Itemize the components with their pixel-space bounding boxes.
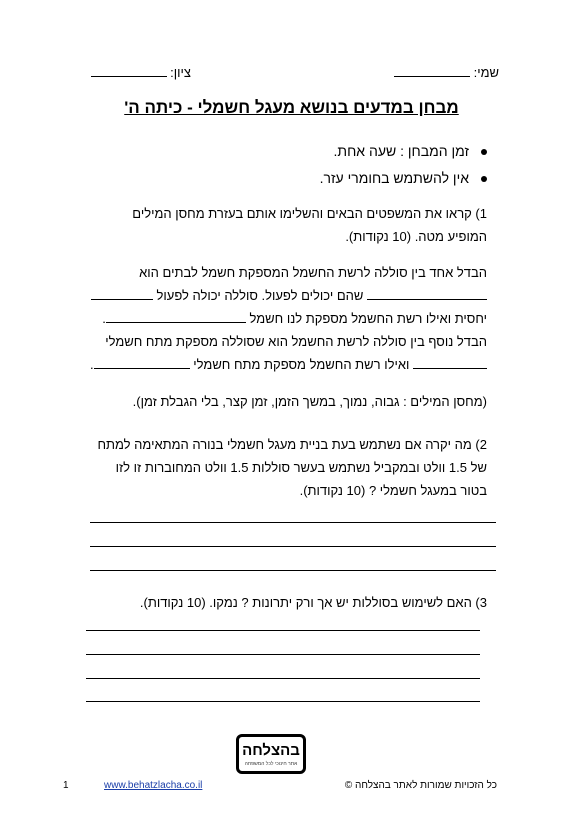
grade-label: ציון: bbox=[170, 65, 191, 80]
behatzlacha-logo: בהצלחה אתר חינוכי לכל המשפחה bbox=[236, 734, 306, 774]
name-input-line[interactable] bbox=[394, 64, 470, 77]
passage-line: יחסית ואילו רשת החשמל מספקת לנו חשמל . bbox=[87, 307, 487, 330]
answer-line[interactable] bbox=[90, 546, 496, 547]
passage-line: הבדל נוסף בין סוללה לרשת החשמל הוא שסוללה מספקת מתח חשמלי bbox=[105, 334, 487, 349]
question-2: 2) מה יקרה אם נשתמש בעת בניית מעגל חשמלי בנורה המתאימה למתח של 1.5 וולט ובמקביל נשתמש בעשר סוללות 1.5 וולט המחוברות זו לזו בטור במעגל חשמלי ? (10 נקודות). bbox=[97, 437, 487, 498]
blank-1[interactable] bbox=[367, 285, 487, 300]
answer-line[interactable] bbox=[90, 570, 496, 571]
copyright-text: כל הזכויות שמורות לאתר בהצלחה © bbox=[344, 780, 497, 791]
passage-line: שהם יכולים לפעול. סוללה יכולה לפעול bbox=[87, 284, 487, 307]
name-field bbox=[394, 64, 499, 80]
blank-3[interactable] bbox=[106, 308, 246, 323]
answer-line[interactable] bbox=[86, 654, 480, 655]
question-1-passage bbox=[87, 261, 487, 376]
grade-input-line[interactable] bbox=[91, 64, 167, 77]
blank-5[interactable] bbox=[94, 354, 190, 369]
passage-line: הבדל אחד בין סוללה לרשת החשמל המספקת חשמל לבתים הוא bbox=[139, 265, 487, 280]
instruction-item: אין להשתמש בחומרי עזר. bbox=[87, 165, 487, 192]
answer-line[interactable] bbox=[86, 678, 480, 679]
website-link[interactable]: www.behatzlacha.co.il bbox=[104, 780, 203, 791]
page-number: 1 bbox=[63, 780, 69, 791]
word-bank: (מחסן המילים : גבוה, נמוך, במשך הזמן, זמן קצר, בלי הגבלת זמן). bbox=[132, 394, 487, 409]
name-label: שמי: bbox=[473, 65, 499, 80]
instructions-list bbox=[87, 138, 487, 192]
answer-line[interactable] bbox=[86, 630, 480, 631]
blank-2[interactable] bbox=[91, 285, 153, 300]
page-title: מבחן במדעים בנושא מעגל חשמלי - כיתה ה' bbox=[124, 98, 459, 117]
instruction-item: זמן המבחן : שעה אחת. bbox=[87, 138, 487, 165]
question-1-intro: 1) קראו את המשפטים הבאים והשלימו אותם בעזרת מחסן המילים המופיע מטה. (10 נקודות). bbox=[132, 206, 487, 244]
answer-line[interactable] bbox=[86, 701, 480, 702]
bullet-dot-icon bbox=[481, 176, 487, 182]
grade-field bbox=[91, 64, 191, 80]
passage-line: ואילו רשת החשמל מספקת מתח חשמלי . bbox=[87, 353, 487, 376]
question-3: 3) האם לשימוש בסוללות יש אך ורק יתרונות ? נמקו. (10 נקודות). bbox=[139, 595, 487, 610]
blank-4[interactable] bbox=[413, 354, 487, 369]
answer-line[interactable] bbox=[90, 522, 496, 523]
bullet-dot-icon bbox=[481, 149, 487, 155]
